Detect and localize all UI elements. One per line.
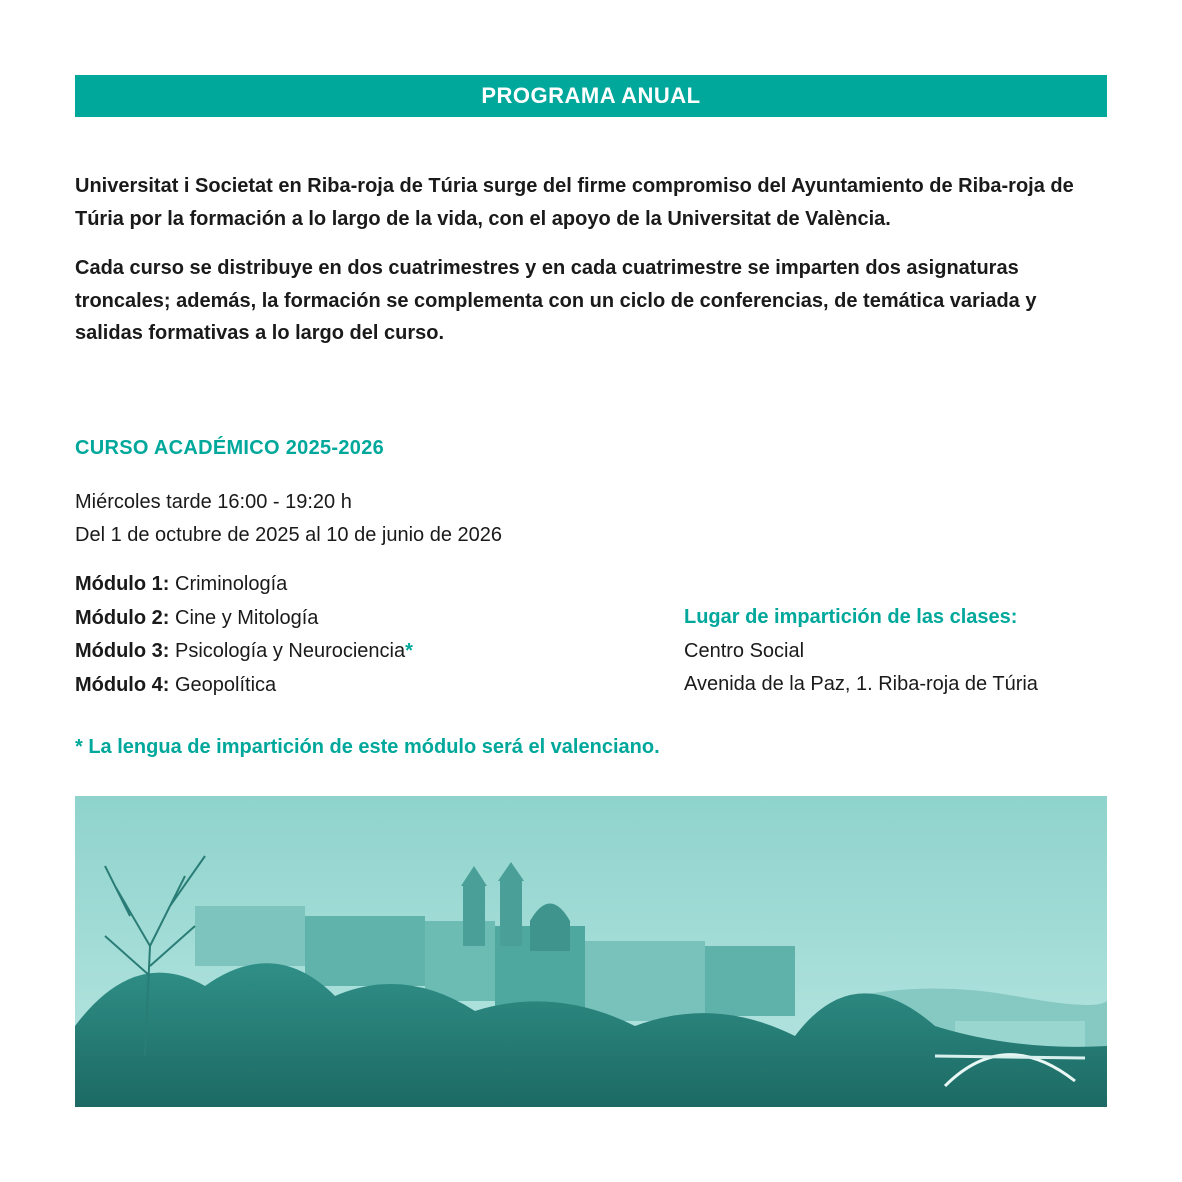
language-note: * La lengua de impartición de este módulo será el valenciano.	[75, 736, 660, 758]
module-label: Módulo 3:	[75, 640, 170, 662]
venue-name: Centro Social	[684, 639, 805, 662]
course-schedule	[75, 486, 502, 552]
module-label: Módulo 2:	[75, 606, 170, 629]
banner-title: PROGRAMA ANUAL	[481, 83, 701, 108]
course-title: CURSO ACADÉMICO 2025-2026	[75, 437, 385, 459]
venue-info	[684, 601, 1038, 702]
intro-paragraph-2: Cada curso se distribuye en dos cuatrimestres y en cada cuatrimestre se imparten dos asignaturas troncales; además, la formación se complementa con un ciclo de conferencias, de temática variada y salidas formativas a lo largo del curso.	[75, 257, 1037, 344]
intro-text	[75, 170, 1107, 350]
module-2	[75, 602, 413, 636]
bridge-deck	[935, 1056, 1085, 1058]
town-illustration	[75, 796, 1107, 1107]
venue-address: Avenida de la Paz, 1. Riba-roja de Túria	[684, 673, 1038, 695]
module-name: Cine y Mitología	[175, 606, 319, 629]
module-1	[75, 568, 413, 602]
module-4	[75, 669, 413, 703]
module-list	[75, 568, 413, 702]
module-footnote-mark: *	[405, 640, 413, 662]
module-name: Criminología	[175, 573, 288, 595]
module-label: Módulo 1:	[75, 573, 170, 595]
module-name: Psicología y Neurociencia	[175, 640, 406, 662]
module-3	[75, 635, 413, 669]
module-label: Módulo 4:	[75, 673, 170, 696]
schedule-dates: Del 1 de octubre de 2025 al 10 de junio de 2026	[75, 524, 503, 546]
venue-title: Lugar de impartición de las clases:	[684, 606, 1018, 628]
schedule-time: Miércoles tarde 16:00 - 19:20 h	[75, 491, 352, 513]
page-banner	[75, 75, 1107, 117]
intro-paragraph-1: Universitat i Societat en Riba-roja de Túria surge del firme compromiso del Ayuntamiento de Riba-roja de Túria por la formación a lo largo de la vida, con el apoyo de la Universitat de València.	[75, 175, 1074, 230]
town-panorama-photo	[75, 796, 1107, 1107]
module-name: Geopolítica	[175, 673, 277, 696]
